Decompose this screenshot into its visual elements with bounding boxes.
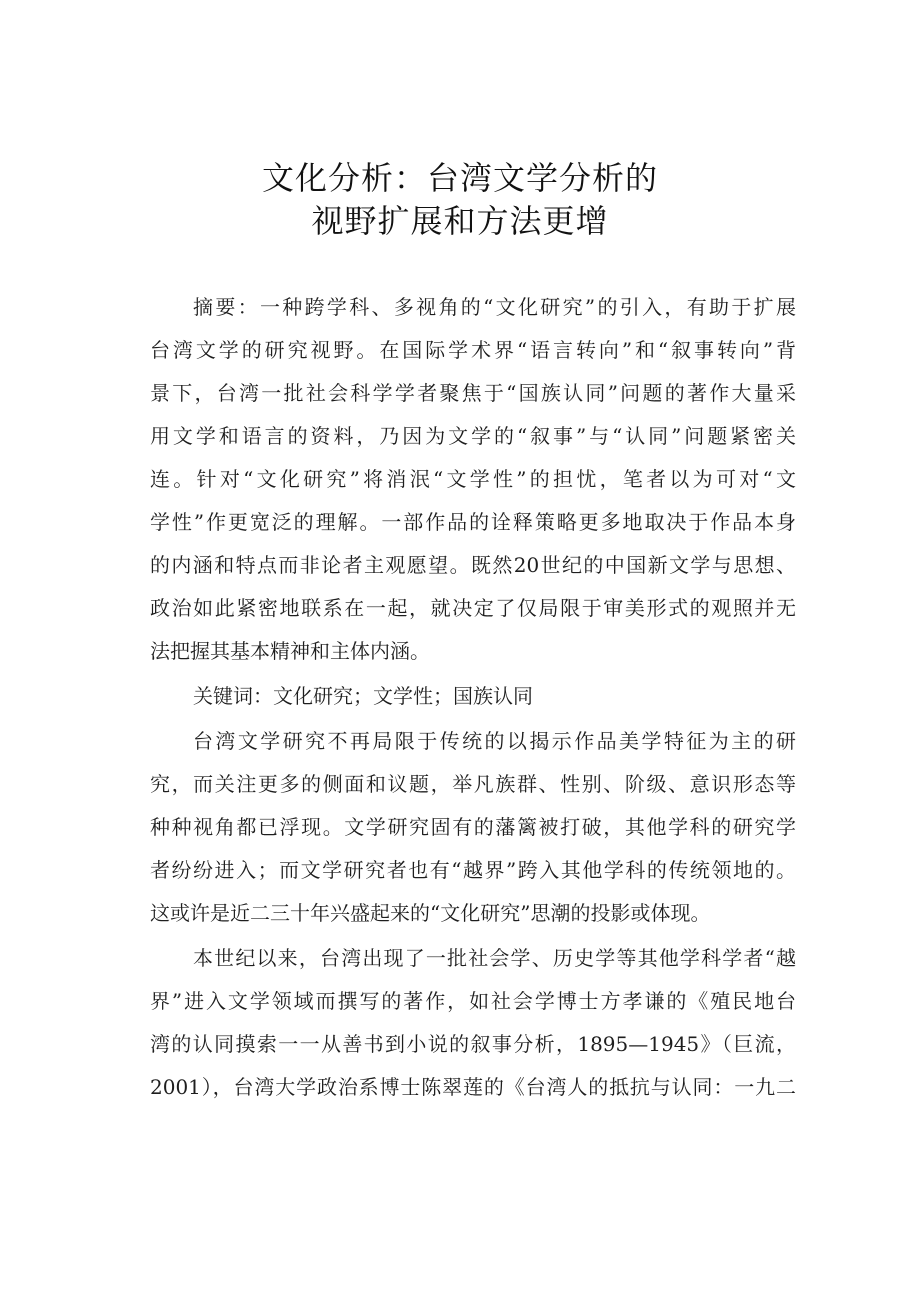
paragraph1-line-5: 这或许是近二三十年兴盛起来的“文化研究”思潮的投影或体现。 <box>150 901 711 925</box>
abstract-line-1: 摘要：一种跨学科、多视角的“文化研究”的引入，有助于扩展 <box>193 295 796 319</box>
paragraph2-line-4: 2001），台湾大学政治系博士陈翠莲的《台湾人的抵抗与认同：一九二 <box>150 1075 796 1099</box>
abstract-line-2: 台湾文学的研究视野。在国际学术界“语言转向”和“叙事转向”背 <box>150 338 796 362</box>
paragraph2-line-3: 湾的认同摸索一一从善书到小说的叙事分析，1895—1945》（巨流， <box>150 1032 796 1056</box>
paragraph1-line-2: 究，而关注更多的侧面和议题，举凡族群、性别、阶级、意识形态等 <box>150 772 796 796</box>
paragraph2-line-1: 本世纪以来，台湾出现了一批社会学、历史学等其他学科学者“越 <box>193 946 796 970</box>
abstract-line-9: 法把握其基本精神和主体内涵。 <box>150 639 430 663</box>
abstract-line-3: 景下，台湾一批社会科学学者聚焦于“国族认同”问题的著作大量采 <box>150 381 796 405</box>
abstract-line-8: 政治如此紧密地联系在一起，就决定了仅局限于审美形式的观照并无 <box>150 596 796 620</box>
abstract-line-4: 用文学和语言的资料，乃因为文学的“叙事”与“认同”问题紧密关 <box>150 424 796 448</box>
keywords: 关键词：文化研究；文学性；国族认同 <box>193 684 533 708</box>
paragraph2-line-2: 界”进入文学领域而撰写的著作，如社会学博士方孝谦的《殖民地台 <box>150 989 796 1013</box>
paragraph1-line-3: 种种视角都已浮现。文学研究固有的藩篱被打破，其他学科的研究学 <box>150 815 796 839</box>
title-line-1: 文化分析：台湾文学分析的 <box>261 159 658 197</box>
abstract-line-6: 学性”作更宽泛的理解。一部作品的诠释策略更多地取决于作品本身 <box>150 510 796 534</box>
abstract-line-7: 的内涵和特点而非论者主观愿望。既然20世纪的中国新文学与思想、 <box>150 553 796 577</box>
abstract-line-5: 连。针对“文化研究”将消泯“文学性”的担忧，笔者以为可对“文 <box>150 467 796 491</box>
paragraph1-line-1: 台湾文学研究不再局限于传统的以揭示作品美学特征为主的研 <box>193 729 796 753</box>
paragraph1-line-4: 者纷纷进入；而文学研究者也有“越界”跨入其他学科的传统领地的。 <box>150 858 796 882</box>
title-line-2: 视野扩展和方法更增 <box>311 202 609 240</box>
